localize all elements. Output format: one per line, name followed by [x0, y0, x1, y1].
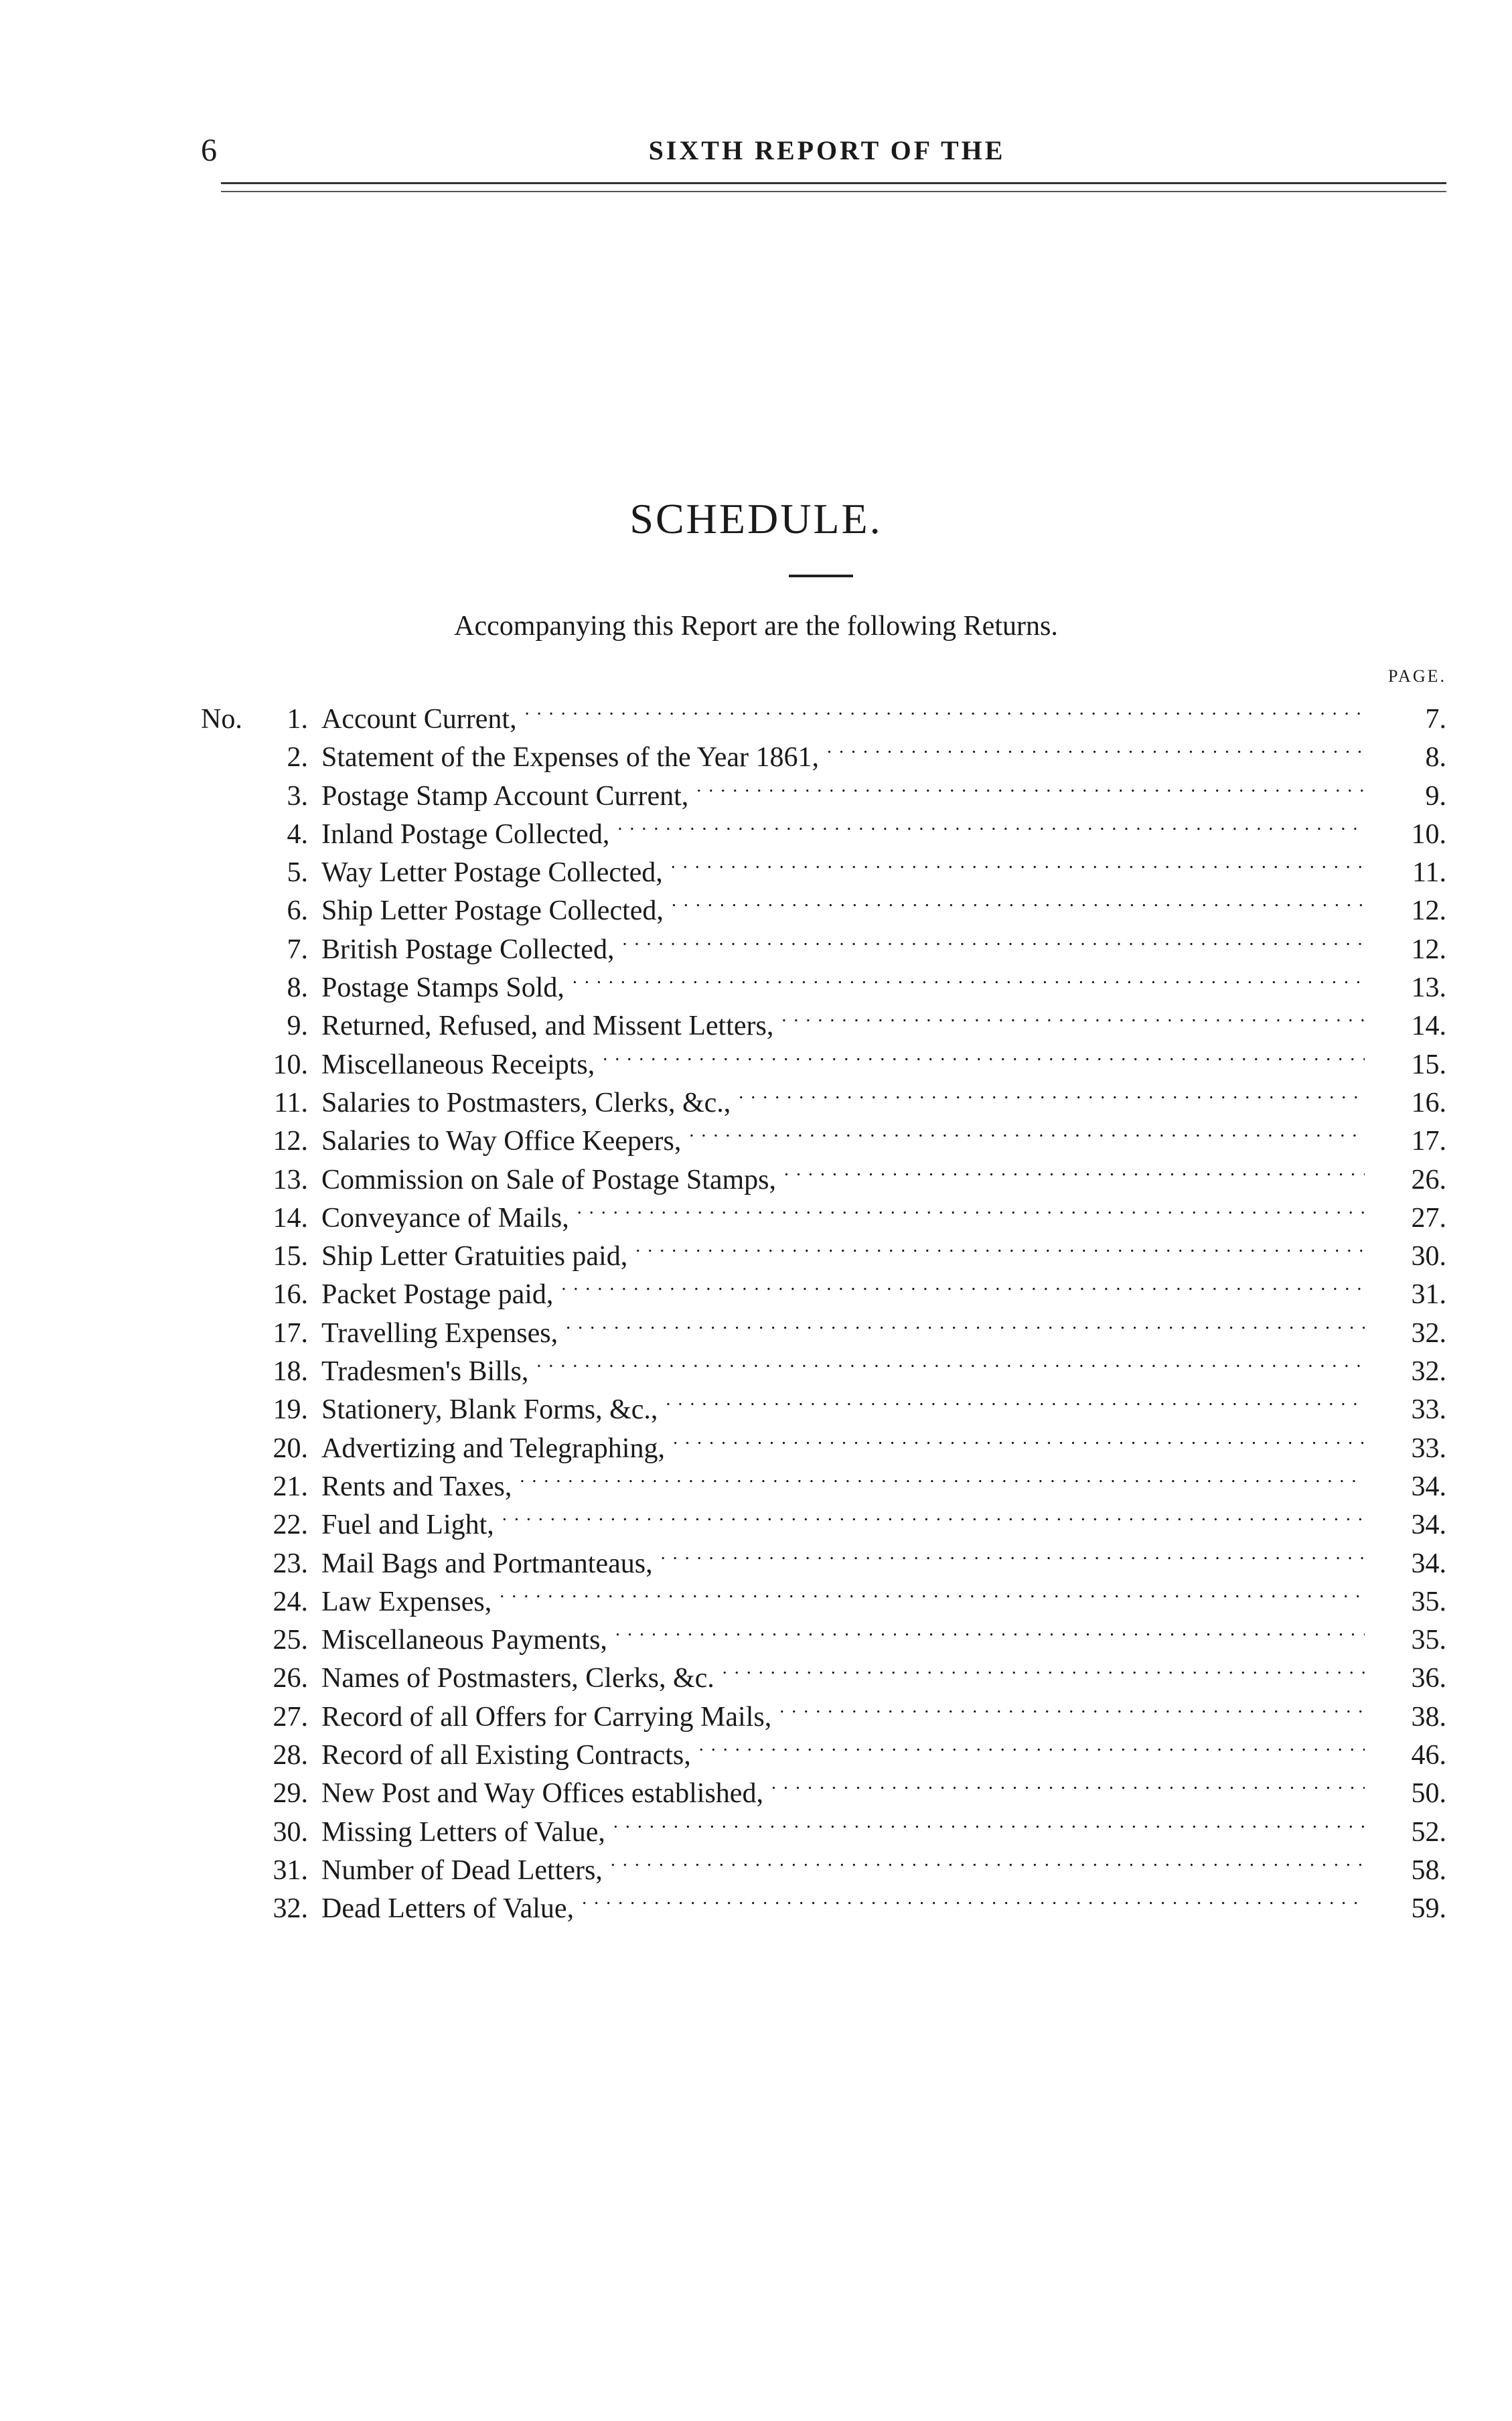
item-title: Dead Letters of Value, [321, 1893, 575, 1925]
item-page: 58. [1411, 1854, 1446, 1886]
item-page: 59. [1411, 1893, 1446, 1925]
dot-leader [525, 690, 1365, 728]
item-page: 34. [1411, 1510, 1446, 1541]
returns-rows [201, 690, 1446, 1925]
item-number: 29. [273, 1778, 308, 1810]
item-number: 30. [273, 1816, 308, 1848]
item-number: 22. [273, 1510, 308, 1541]
returns-list [201, 663, 1446, 1925]
item-page: 50. [1411, 1778, 1446, 1810]
item-title: Postage Stamp Account Current, [321, 780, 689, 812]
dot-leader [615, 1611, 1365, 1649]
item-title: Returned, Refused, and Missent Letters, [321, 1011, 774, 1042]
item-number: 32. [273, 1893, 308, 1925]
item-title: New Post and Way Offices established, [321, 1778, 763, 1810]
dot-leader [827, 728, 1365, 766]
item-title: Stationery, Blank Forms, &c., [321, 1394, 658, 1426]
item-page: 14. [1411, 1011, 1446, 1042]
item-page: 33. [1411, 1394, 1446, 1426]
item-number: 23. [273, 1548, 308, 1579]
item-title: Names of Postmasters, Clerks, &c. [321, 1663, 714, 1694]
item-number: 11. [274, 1087, 308, 1118]
title-rule [789, 575, 853, 577]
item-number: 21. [273, 1471, 308, 1502]
item-number: 10. [273, 1049, 308, 1080]
item-title: Record of all Offers for Carrying Mails, [321, 1701, 772, 1733]
item-page: 17. [1411, 1126, 1446, 1157]
item-title: Commission on Sale of Postage Stamps, [321, 1164, 777, 1195]
item-number: 7. [287, 934, 308, 965]
item-number: 5. [287, 857, 308, 889]
item-page: 7. [1425, 704, 1446, 735]
schedule-title: SCHEDULE. [629, 495, 883, 542]
item-number: 15. [273, 1241, 308, 1272]
running-head: SIXTH REPORT OF THE [648, 135, 1006, 165]
item-title: Travelling Expenses, [321, 1317, 558, 1349]
dot-leader [613, 1803, 1365, 1841]
item-title: Tradesmen's Bills, [321, 1356, 529, 1388]
item-number: 20. [273, 1433, 308, 1464]
number-prefix: No. [201, 704, 242, 735]
item-page: 32. [1411, 1317, 1446, 1349]
item-number: 28. [273, 1740, 308, 1771]
item-number: 27. [273, 1701, 308, 1733]
dot-leader [673, 1419, 1365, 1457]
item-number: 12. [273, 1126, 308, 1157]
item-number: 19. [273, 1394, 308, 1426]
dot-leader [566, 1304, 1365, 1342]
item-title: Ship Letter Gratuities paid, [321, 1241, 628, 1272]
item-number: 24. [273, 1586, 308, 1617]
item-title: Way Letter Postage Collected, [321, 857, 663, 889]
dot-leader [622, 920, 1365, 958]
item-page: 36. [1411, 1663, 1446, 1694]
item-title: Fuel and Light, [321, 1510, 494, 1541]
item-number: 18. [273, 1356, 308, 1388]
item-title: Record of all Existing Contracts, [321, 1740, 691, 1771]
item-page: 15. [1411, 1049, 1446, 1080]
item-page: 34. [1411, 1471, 1446, 1502]
item-page: 34. [1411, 1548, 1446, 1579]
item-title: Advertizing and Telegraphing, [321, 1433, 665, 1464]
item-page: 30. [1411, 1241, 1446, 1272]
item-page: 35. [1411, 1625, 1446, 1656]
item-title: Conveyance of Mails, [321, 1202, 569, 1234]
item-page: 10. [1411, 818, 1446, 850]
item-page: 46. [1411, 1740, 1446, 1771]
dot-leader [671, 843, 1365, 881]
item-title: British Postage Collected, [321, 934, 615, 965]
item-page: 9. [1425, 780, 1446, 812]
item-number: 16. [273, 1279, 308, 1311]
page-number: 6 [201, 133, 217, 168]
item-title: Rents and Taxes, [321, 1471, 512, 1502]
item-page: 38. [1411, 1701, 1446, 1733]
dot-leader [573, 958, 1365, 997]
dot-leader [661, 1534, 1365, 1572]
dot-leader [611, 1841, 1365, 1879]
item-number: 4. [287, 818, 308, 850]
item-number: 26. [273, 1663, 308, 1694]
item-title: Salaries to Way Office Keepers, [321, 1126, 682, 1157]
item-number: 9. [287, 1011, 308, 1042]
item-title: Ship Letter Postage Collected, [321, 895, 664, 927]
item-number: 8. [287, 972, 308, 1004]
header-rule [221, 182, 1446, 192]
item-number: 14. [273, 1202, 308, 1234]
item-page: 26. [1411, 1164, 1446, 1195]
dot-leader [672, 881, 1365, 920]
dot-leader [739, 1074, 1365, 1112]
item-page: 13. [1411, 972, 1446, 1004]
dot-leader [603, 1035, 1365, 1074]
dot-leader [520, 1457, 1365, 1495]
item-number: 3. [287, 780, 308, 812]
item-page: 31. [1411, 1279, 1446, 1311]
item-title: Missing Letters of Value, [321, 1816, 605, 1848]
item-title: Account Current, [321, 704, 517, 735]
dot-leader [635, 1227, 1365, 1265]
item-title: Statement of the Expenses of the Year 1861, [321, 742, 820, 774]
dot-leader [696, 767, 1365, 805]
item-title: Packet Postage paid, [321, 1279, 554, 1311]
dot-leader [781, 997, 1365, 1035]
item-title: Mail Bags and Portmanteaus, [321, 1548, 653, 1579]
item-page: 52. [1411, 1816, 1446, 1848]
dot-leader [502, 1495, 1365, 1534]
dot-leader [771, 1764, 1365, 1802]
item-page: 11. [1412, 857, 1446, 889]
item-title: Number of Dead Letters, [321, 1854, 603, 1886]
dot-leader [500, 1572, 1365, 1611]
item-title: Miscellaneous Receipts, [321, 1049, 595, 1080]
dot-leader [536, 1342, 1365, 1380]
dot-leader [699, 1726, 1365, 1764]
item-title: Salaries to Postmasters, Clerks, &c., [321, 1087, 731, 1118]
dot-leader [666, 1380, 1365, 1418]
dot-leader [561, 1265, 1365, 1303]
item-number: 25. [273, 1625, 308, 1656]
item-page: 32. [1411, 1356, 1446, 1388]
item-page: 12. [1411, 934, 1446, 965]
dot-leader [689, 1112, 1365, 1150]
item-page: 27. [1411, 1202, 1446, 1234]
item-title: Inland Postage Collected, [321, 818, 610, 850]
item-number: 17. [273, 1317, 308, 1349]
dot-leader [617, 805, 1365, 843]
dot-leader [723, 1649, 1365, 1687]
item-number: 6. [287, 895, 308, 927]
item-number: 13. [273, 1164, 308, 1195]
dot-leader [779, 1688, 1365, 1726]
item-page: 35. [1411, 1586, 1446, 1617]
list-item [201, 690, 1446, 735]
page-column-label: PAGE. [1387, 666, 1446, 686]
item-number: 31. [273, 1854, 308, 1886]
page-header [201, 127, 1453, 174]
item-title: Law Expenses, [321, 1586, 492, 1617]
item-page: 33. [1411, 1433, 1446, 1464]
item-title: Postage Stamps Sold, [321, 972, 564, 1004]
item-number: 2. [287, 742, 308, 774]
item-page: 12. [1411, 895, 1446, 927]
item-title: Miscellaneous Payments, [321, 1625, 607, 1656]
dot-leader [577, 1189, 1365, 1227]
item-number: 1. [287, 704, 308, 735]
dot-leader [784, 1151, 1365, 1189]
item-page: 8. [1425, 742, 1446, 774]
item-page: 16. [1411, 1087, 1446, 1118]
schedule-subtitle: Accompanying this Report are the following Returns. [454, 611, 1058, 642]
dot-leader [582, 1879, 1365, 1917]
